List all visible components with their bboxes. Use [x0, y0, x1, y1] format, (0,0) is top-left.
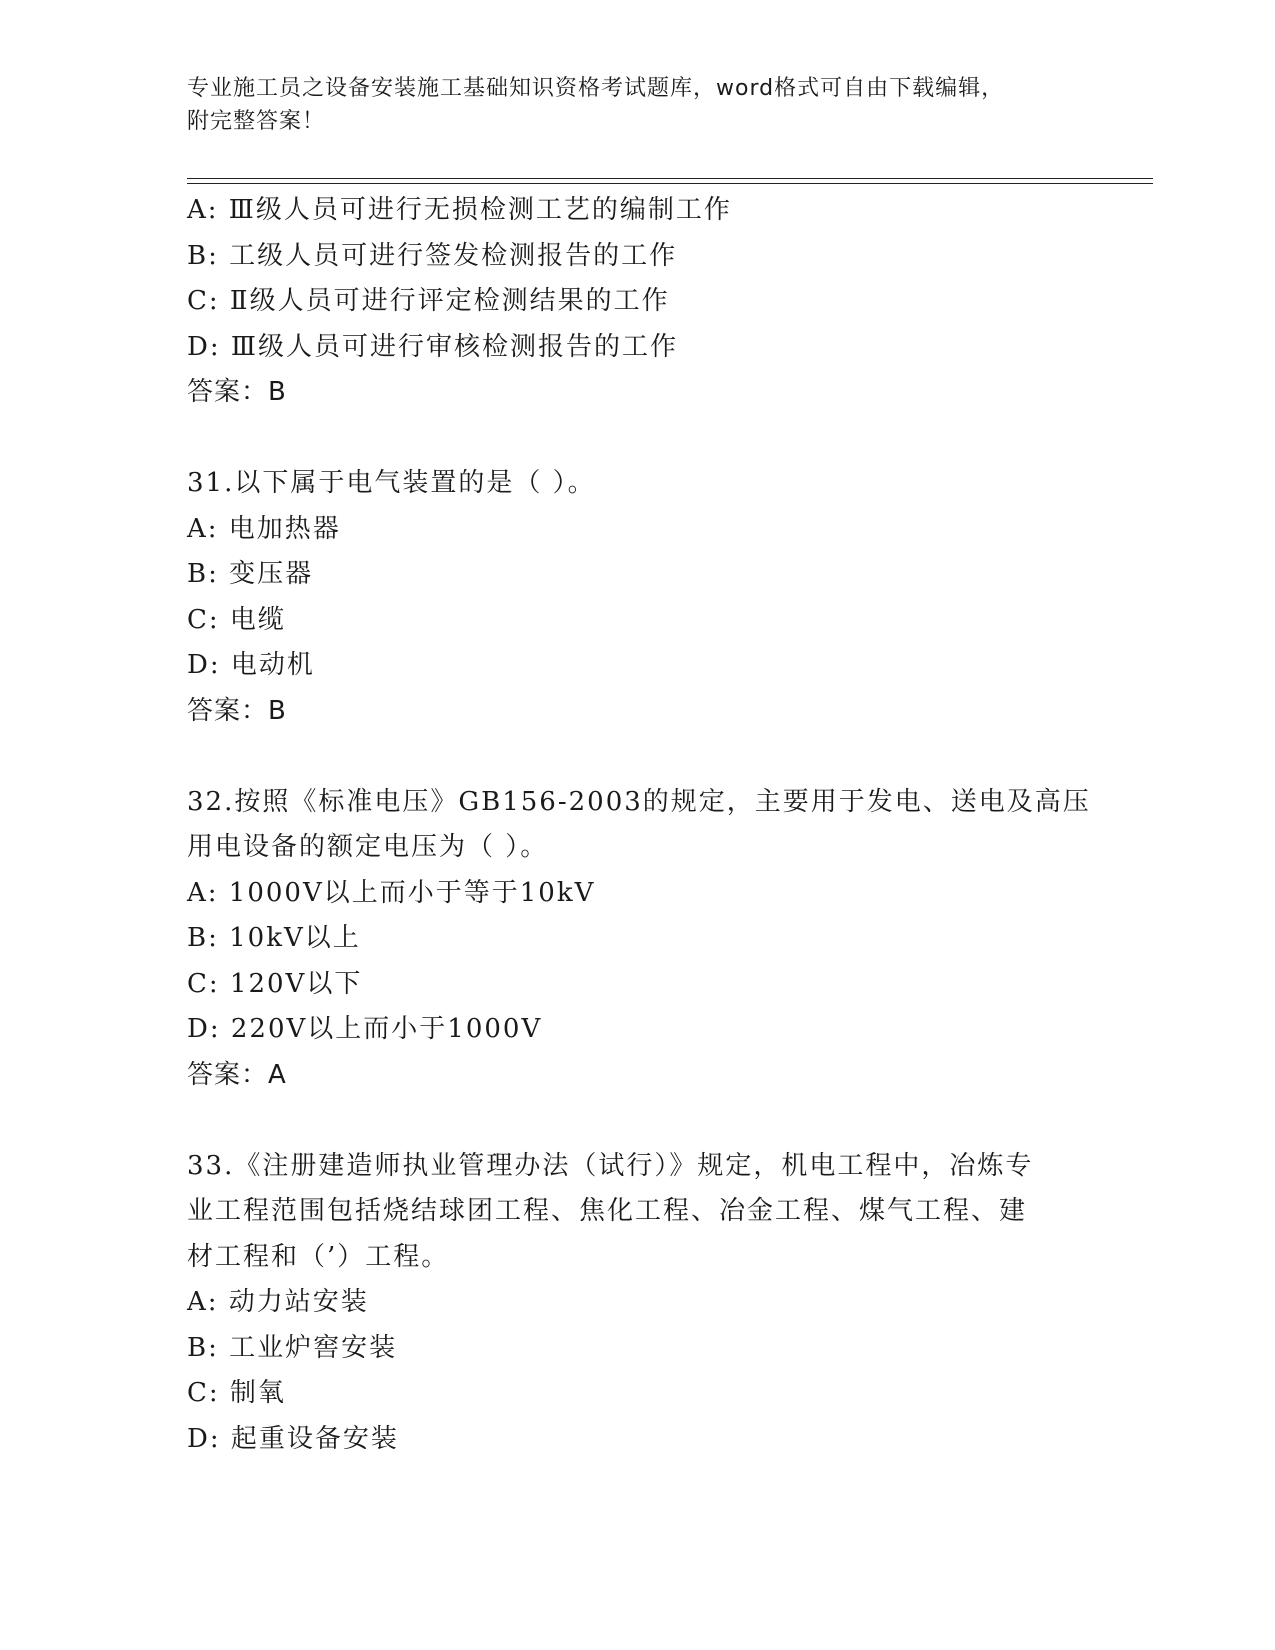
question-stem: 31.以下属于电气装置的是（ ）。	[187, 468, 596, 498]
option-c: C: 120V以下	[187, 968, 363, 999]
spacer	[187, 734, 1087, 780]
option-a: A: 动力站安装	[187, 1287, 369, 1317]
option-d: D: 电动机	[187, 650, 315, 680]
option-a: A: 1000V以上而小于等于10kV	[187, 877, 596, 908]
option-d: D: Ⅲ级人员可进行审核检测报告的工作	[187, 331, 678, 362]
option-b: B: 变压器	[187, 559, 314, 589]
header-rule-bottom	[187, 183, 1153, 184]
question-32	[187, 780, 1091, 1099]
spacer	[187, 416, 1087, 462]
header-line-1: 专业施工员之设备安装施工基础知识资格考试题库，word格式可自由下载编辑，	[187, 76, 1005, 101]
answer: 答案：A	[187, 1059, 287, 1090]
question-stem-line-1: 33.《注册建造师执业管理办法（试行）》规定，机电工程中，冶炼专	[187, 1150, 1034, 1181]
option-d: D: 起重设备安装	[187, 1423, 399, 1454]
question-stem-line-1: 32.按照《标准电压》GB156-2003的规定，主要用于发电、送电及高压	[187, 786, 1091, 817]
header-line-2: 附完整答案！	[187, 109, 326, 134]
question-stem-line-2: 业工程范围包括烧结球团工程、焦化工程、冶金工程、煤气工程、建	[187, 1196, 1028, 1226]
option-c: C: 制氧	[187, 1378, 286, 1408]
option-b: B: 工级人员可进行签发检测报告的工作	[187, 240, 678, 271]
answer: 答案：B	[187, 377, 287, 407]
question-31	[187, 461, 1087, 734]
page-header	[187, 72, 1067, 138]
question-content	[187, 188, 1091, 1462]
header-rule-top	[187, 178, 1153, 179]
option-c: C: 电缆	[187, 604, 286, 635]
question-stem-line-3: 材工程和（’）工程。	[187, 1241, 450, 1272]
question-stem-line-2: 用电设备的额定电压为（ ）。	[187, 832, 549, 862]
question-33	[187, 1144, 1087, 1463]
option-d: D: 220V以上而小于1000V	[187, 1014, 543, 1044]
question-30	[187, 188, 1087, 416]
answer: 答案：B	[187, 695, 287, 726]
spacer	[187, 1098, 1087, 1144]
option-b: B: 10kV以上	[187, 923, 361, 953]
option-b: B: 工业炉窖安装	[187, 1332, 398, 1363]
option-a: A: Ⅲ级人员可进行无损检测工艺的编制工作	[187, 195, 732, 225]
option-c: C: Ⅱ级人员可进行评定检测结果的工作	[187, 286, 670, 316]
option-a: A: 电加热器	[187, 513, 341, 544]
